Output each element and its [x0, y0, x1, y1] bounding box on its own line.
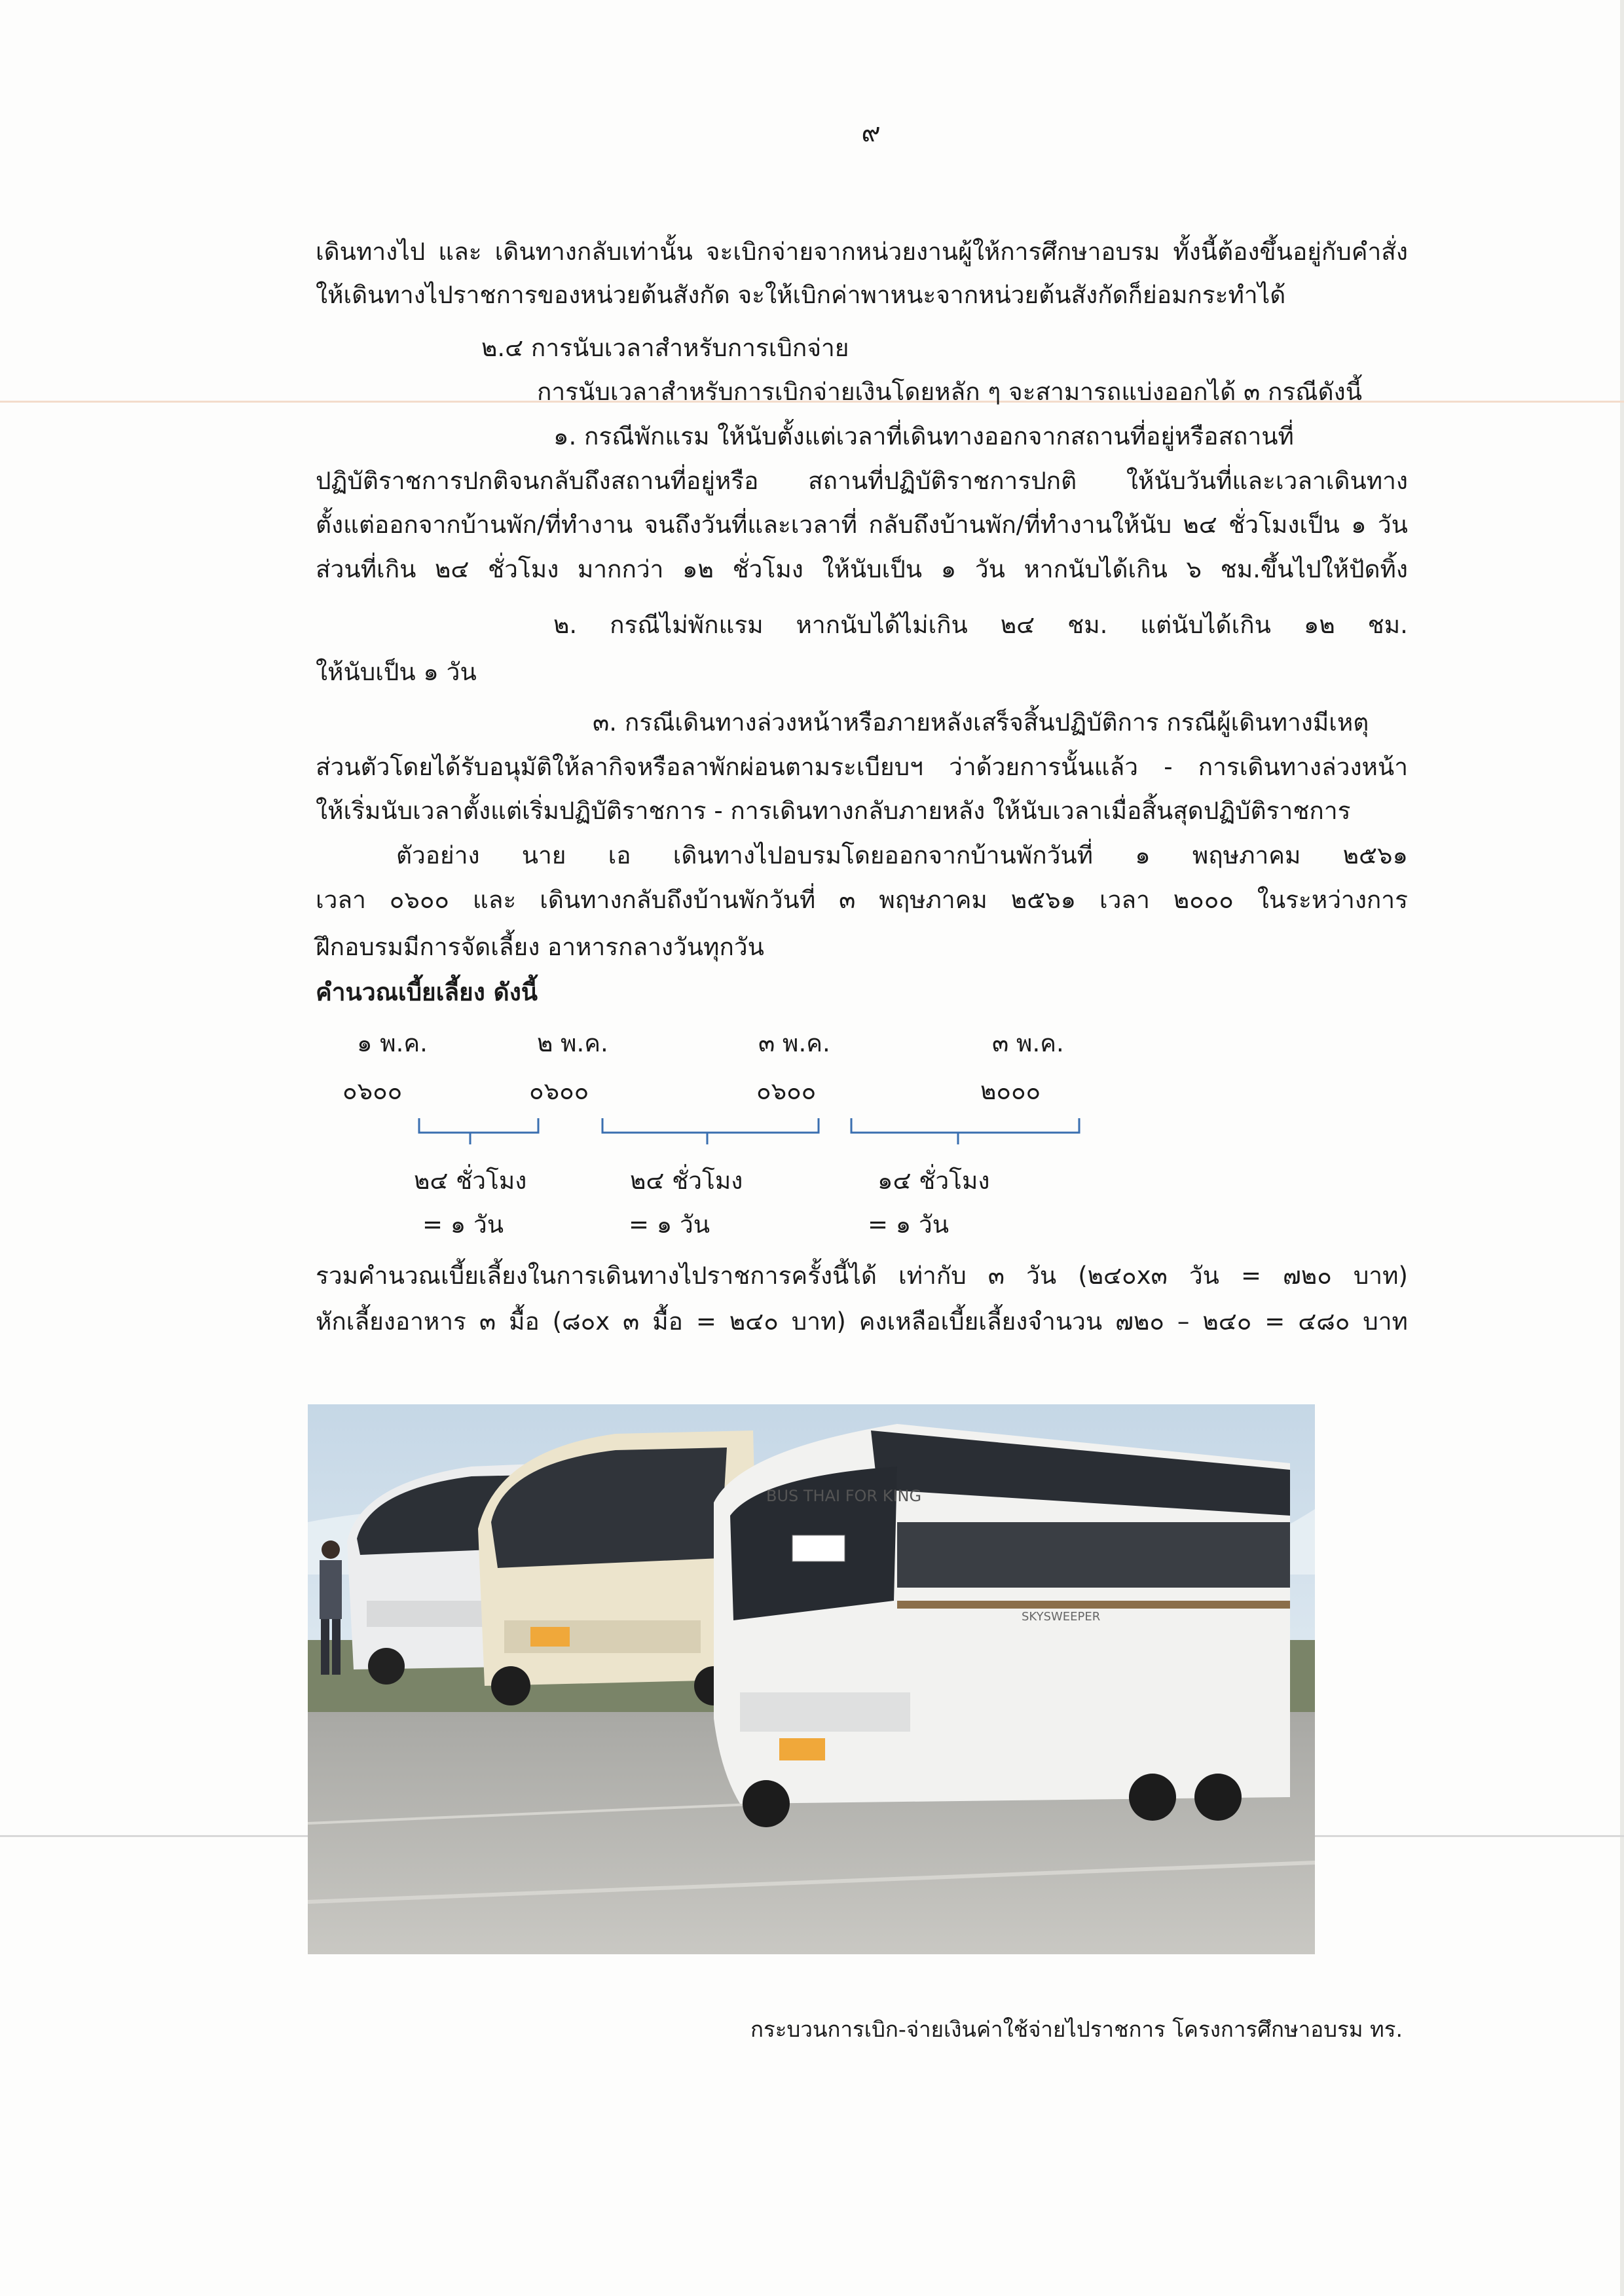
word: ตั้งแต่ออกจากบ้านพัก/ที่ทำงาน [316, 511, 633, 539]
word: เวลา [1099, 886, 1150, 914]
word: ๑ [1135, 841, 1151, 869]
bus-photo [308, 1404, 1315, 1954]
timeline-time: ๐๖๐๐ [756, 1077, 817, 1105]
word: ๑ [940, 555, 957, 583]
word: เท่ากับ [898, 1262, 967, 1290]
case3-line: ๓. กรณีเดินทางล่วงหน้าหรือภายหลังเสร็จสิ้นปฏิบัติการ กรณีผู้เดินทางมีเหตุ [593, 708, 1369, 737]
word: ๗๒๐ [1115, 1307, 1164, 1336]
word: = [1240, 1262, 1261, 1290]
word: ๓ [479, 1307, 496, 1336]
word: ๓ [987, 1262, 1005, 1290]
word: ๑ [1351, 511, 1367, 539]
word: หักเลี้ยงอาหาร [316, 1307, 466, 1336]
word: ๗๒๐ [1282, 1262, 1332, 1290]
word: วัน [974, 555, 1005, 583]
bus-badge-text: SKYSWEEPER [1022, 1610, 1101, 1624]
summary-line [316, 1309, 1408, 1334]
word: แต่นับได้เกิน [1140, 611, 1271, 639]
word: หากนับได้เกิน [1024, 555, 1168, 583]
word: ๒๔๐ [1202, 1307, 1252, 1336]
page-number: ๙ [861, 118, 881, 148]
word: พฤษภาคม [879, 886, 987, 914]
word: เดินทางไปอบรมโดยออกจากบ้านพักวันที่ [673, 841, 1094, 869]
word: ๒๔ [1000, 611, 1035, 639]
word: ๑๒ [1303, 611, 1335, 639]
timeline-result: = ๑ วัน [629, 1211, 710, 1239]
word: ปฏิบัติราชการปกติจนกลับถึงสถานที่อยู่หรือ [316, 467, 759, 495]
word: นาย [521, 841, 566, 869]
word: เดินทางกลับเท่านั้น [494, 238, 693, 266]
timeline-date: ๓ พ.ค. [758, 1029, 830, 1057]
word: บาท [1363, 1307, 1408, 1336]
word: กลับถึงบ้านพัก/ที่ทำงานให้นับ [868, 511, 1172, 539]
word: (๘๐x [552, 1307, 610, 1336]
word: ให้นับเป็น [822, 555, 923, 583]
word: ๒๔๐ [729, 1307, 779, 1336]
word: ๔๘๐ [1298, 1307, 1350, 1336]
case2-line: ให้นับเป็น ๑ วัน [316, 658, 477, 686]
word: ส่วนที่เกิน [316, 555, 416, 583]
word: และ [472, 886, 517, 914]
paragraph-line: ให้เดินทางไปราชการของหน่วยต้นสังกัด จะให้เบิกค่าพาหนะจากหน่วยต้นสังกัดก็ย่อมกระทำได้ [316, 281, 1286, 309]
timeline-time: ๒๐๐๐ [980, 1077, 1041, 1105]
word: บาท) [791, 1307, 846, 1336]
word: ๓ [623, 1307, 640, 1336]
timeline-duration: ๒๔ ชั่วโมง [630, 1167, 743, 1195]
word: – [1177, 1307, 1190, 1336]
word: ชั่วโมง [732, 555, 803, 583]
word: - [1164, 753, 1173, 781]
word: ๒๔ [1183, 511, 1217, 539]
word: ให้นับวันที่และเวลาเดินทาง [1126, 467, 1408, 495]
word: ๓ [839, 886, 856, 914]
word: การเดินทางล่วงหน้า [1198, 753, 1408, 781]
example-line: ฝึกอบรมมีการจัดเลี้ยง อาหารกลางวันทุกวัน [316, 933, 764, 961]
word: รวมคำนวณเบี้ยเลี้ยงในการเดินทางไปราชการครั้งนี้ได้ [316, 1262, 877, 1290]
word: = [695, 1307, 716, 1336]
timeline-date: ๑ พ.ค. [357, 1029, 428, 1057]
timeline-date: ๒ พ.ค. [537, 1029, 608, 1057]
bracket-day1 [419, 1118, 538, 1144]
case1-line: ๑. กรณีพักแรม ให้นับตั้งแต่เวลาที่เดินทางออกจากสถานที่อยู่หรือสถานที่ [553, 422, 1294, 450]
word: พฤษภาคม [1192, 841, 1301, 869]
bracket-day2 [602, 1118, 819, 1144]
summary-line [316, 1264, 1408, 1288]
word: ๒๕๖๑ [1010, 886, 1077, 914]
word: ชม. [1067, 611, 1108, 639]
timeline-date: ๓ พ.ค. [992, 1029, 1064, 1057]
word: จนถึงวันที่และเวลาที่ [644, 511, 858, 539]
word: มื้อ [509, 1307, 540, 1336]
word: ว่าด้วยการนั้นแล้ว [949, 753, 1139, 781]
word: กรณีไม่พักแรม [610, 611, 764, 639]
word: ชั่วโมง [488, 555, 559, 583]
word: ๒๕๖๑ [1342, 841, 1408, 869]
case3-line: ให้เริ่มนับเวลาตั้งแต่เริ่มปฏิบัติราชการ - การเดินทางกลับภายหลัง ให้นับเวลาเมื่อสิ้นสุดปฏิบัติราชการ [316, 797, 1351, 825]
word: วัน [1189, 1262, 1219, 1290]
word: ชั่วโมงเป็น [1228, 511, 1340, 539]
word: เดินทางไป [316, 238, 426, 266]
word: ส่วนตัวโดยได้รับอนุมัติให้ลากิจหรือลาพักผ่อนตามระเบียบฯ [316, 753, 923, 781]
word: ชม.ขึ้นไปให้ปัดทิ้ง [1220, 555, 1408, 583]
timeline-duration: ๑๔ ชั่วโมง [877, 1167, 990, 1195]
word: ๒๔ [435, 555, 470, 583]
section-heading: ๒.๔ การนับเวลาสำหรับการเบิกจ่าย [481, 334, 849, 362]
word: และ [438, 238, 482, 266]
word: (๒๔๐x๓ [1078, 1262, 1168, 1290]
word: เอ [608, 841, 631, 869]
timeline-duration: ๒๔ ชั่วโมง [414, 1167, 527, 1195]
word: เดินทางกลับถึงบ้านพักวันที่ [540, 886, 816, 914]
timeline-time: ๐๖๐๐ [529, 1077, 589, 1105]
word: คงเหลือเบี้ยเลี้ยงจำนวน [858, 1307, 1103, 1336]
word: ชม. [1367, 611, 1408, 639]
word: มากกว่า [577, 555, 664, 583]
word: ทั้งนี้ต้องขึ้นอยู่กับคำสั่ง [1173, 238, 1408, 266]
word: ในระหว่างการ [1257, 886, 1408, 914]
section-intro: การนับเวลาสำหรับการเบิกจ่ายเงินโดยหลัก ๆ จะสามารถแบ่งออกได้ ๓ กรณีดังนี้ [537, 378, 1363, 406]
word: ๒. [553, 611, 578, 639]
bus-front [714, 1424, 1290, 1827]
word: จะเบิกจ่ายจากหน่วยงานผู้ให้การศึกษาอบรม [705, 238, 1160, 266]
word: วัน [1377, 511, 1408, 539]
word: ตัวอย่าง [396, 841, 480, 869]
timeline-result: = ๑ วัน [868, 1211, 950, 1239]
word: = [1264, 1307, 1285, 1336]
word: ๑๒ [682, 555, 714, 583]
word: ๒๐๐๐ [1173, 886, 1234, 914]
bus-photo-illustration [308, 1404, 1315, 1954]
word: เวลา [316, 886, 366, 914]
timeline-result: = ๑ วัน [422, 1211, 504, 1239]
word: ๖ [1186, 555, 1202, 583]
calc-heading: คำนวณเบี้ยเลี้ยง ดังนี้ [316, 978, 538, 1006]
bus-sign-text: BUS THAI FOR KING [766, 1487, 922, 1505]
word: วัน [1026, 1262, 1057, 1290]
word: ๐๖๐๐ [389, 886, 450, 914]
word: สถานที่ปฏิบัติราชการปกติ [808, 467, 1077, 495]
footer-caption: กระบวนการเบิก-จ่ายเงินค่าใช้จ่ายไปราชการ โครงการศึกษาอบรม ทร. [750, 2016, 1403, 2042]
word: มื้อ [652, 1307, 683, 1336]
word: บาท) [1353, 1262, 1408, 1290]
bracket-day3 [851, 1118, 1079, 1144]
timeline-time: ๐๖๐๐ [342, 1077, 403, 1105]
word: หากนับได้ไม่เกิน [796, 611, 968, 639]
